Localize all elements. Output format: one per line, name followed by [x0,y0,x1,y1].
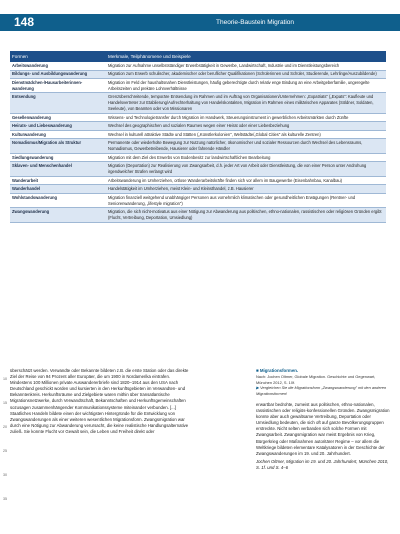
migration-form-description: Migration finanziell weitgehend unabhängiger Personen aus vornehmlich klimatischen oder gesundheitlichen Erwägungen (Rentner- und Seniorenwanderung, „lifestyle migration") [106,193,386,207]
migration-form-description: Handelstätigkeit im Umherziehen, meist Klein- und Kleinsthandel, z.B. Hausierer [106,185,386,194]
migration-form-term: Zwangswanderung [10,208,106,222]
sidebar-task [256,385,390,396]
arrow-right-icon: ▶ [256,385,259,391]
migration-form-description: Migration, die sich nicht-motivatus aus einer Nötigung zur Abwanderung aus politischen, ethno-nationalen, rassistischen oder religiösen Gründen ergibt (Flucht, Vertreibung, Deportation, Umsiedlung) [106,208,386,222]
table-row [10,130,386,139]
migration-form-description: Grenzüberschreitende, temporäre Entsendung im Rahmen und im Auftrag von Organisationen/Unternehmen: „Expatriats" („Expats": Kaufleute und Handelsvertreter zur Etablierung/Aufrechterhaltung von Handelskontakten, Migration im Rahmen eines militärischen Apparates (Söldner, Soldaten, Seeleute), von Beamten oder von Missionaren [106,93,386,113]
body-text-right [256,402,390,471]
sidebar-caption [256,368,390,396]
migration-form-term: Nomadismus/Migration als Struktur [10,139,106,153]
line-number: 10 [3,377,7,381]
migration-form-term: Sklaven- und Menschenhandel [10,162,106,176]
migration-form-description: Migration im Feld der haushaltsnahen Dienstleistungen, häufig geberechtigte durch relativ enge Bindung an eine Arbeitgeberfamilie, ungeregelte Arbeitszeiten und prekäre Lohnverhältnisse [106,79,386,93]
table-row [10,185,386,194]
table-row [10,176,386,185]
line-number: 20 [3,425,7,429]
migration-form-term: Bildungs- und Ausbildungswanderung [10,70,106,79]
migration-form-term: Gesellenwanderung [10,113,106,122]
table-header-row [10,51,386,62]
column-header-features: Merkmale, Teilphänomene und Beispiele [106,51,386,62]
table-row [10,122,386,131]
page-number: 148 [14,15,35,29]
square-bullet-icon: ■ [256,368,260,373]
migration-form-description: Migration zur Aufnahme unselbstständiger Erwerbstätigkeit in Gewerbe, Landwirtschaft, Industrie und im Dienstleistungsbereich [106,62,386,70]
line-number: 30 [3,473,7,477]
table-row [10,62,386,70]
page-header-bar [0,14,400,31]
table-row [10,208,386,222]
source-citation: Jochen Oltmer, Migration im 19. und 20. Jahrhundert, München 2010, S. 1f. und S. 4–6 [256,458,389,470]
line-number: 35 [3,497,7,501]
migration-form-term: Heirats- und Liebeswanderung [10,122,106,131]
table-row [10,193,386,207]
table-row [10,113,386,122]
migration-form-term: Entsendung [10,93,106,113]
sidebar-task-text: Vergleichen Sie die Migrationsform „Zwangswanderung" mit den anderen Migrationsformen! [256,385,387,396]
paragraph: erwartbar bedrohte, zumeist aus politischen, ethno-nationalen, rassistischen oder religiös-konfessionellen Gründen. Zwangsmigration konnte aber auch gewaltsame Vertreibung, Deportation oder Umsiedlung bedeuten, die sich oft auf ganze Bevölkerungsgruppen erstreckte. Nicht selten verbanden sich solche Formen mit Zwangsarbeit. Zwangsmigration war meist Ergebnis von Krieg, Bürgerkrieg oder Maßnahmen autoritärer Regime – vor allem die Weltkriege bildeten elementare Katalysatoren in der Geschichte der Zwangswanderungen im 19. und 20. Jahrhundert. [256,402,390,456]
migration-form-term: Arbeitswanderung [10,62,106,70]
migration-form-term: Siedlungswanderung [10,153,106,162]
migration-form-description: Arbeitswanderung im Umherziehen, ortlose Wanderarbeitskräfte finden sich vor allem im Baugewerbe (Eisenbahnbau, Kanalbau) [106,176,386,185]
sidebar-heading-text: Migrationsformen. [259,368,299,373]
body-text-left [10,368,192,435]
paragraph: Staatliches Handeln bildete einen der wichtigsten Hintergründe für die Entwicklung von Zwangswanderungen als einer weiteren wesentlichen Migrationsform. Zwangsmigration war durch eine Nötigung zur Abwanderung verursacht, die keine realistische Handlungsalternative zuließ. Sie konnte Flucht vor Gewalt sein, die Leben und Freiheit direkt oder [10,410,189,434]
table-row [10,139,386,153]
migration-form-description: Permanente oder wiederholte Bewegung zur Nutzung natürlicher, ökonomischer und sozialer Ressourcen durch Wechsel des Lebensraums, Nomadismus, Gewerbetreibende, Hausierer oder fahrende Händler [106,139,386,153]
migration-form-description: Wissens- und Technologietransfer durch Migration im Handwerk, Steuerungsinstrument in gewerblichen Arbeitsmärkten durch Zünfte [106,113,386,122]
line-number: 15 [3,401,7,405]
migration-form-term: Wanderarbeit [10,176,106,185]
migration-forms-table [10,51,386,223]
migration-form-description: Migration mit dem Ziel des Erwerbs von Bodenbesitz zur landwirtschaftlichen Bearbeitung [106,153,386,162]
running-head: Theorie-Baustein Migration [216,19,295,26]
sidebar-source: Nach: Jochen Oltmer, Globale Migration. Geschichte und Gegenwart, München 2012, S. 10f. [256,374,376,385]
migration-form-term: Wohlstandswanderung [10,193,106,207]
migration-form-term: Wanderhandel [10,185,106,194]
table-row [10,153,386,162]
migration-form-description: Migration zum Erwerb schulischer, akademischer oder beruflicher Qualifikationen (Schülerinnen und Schüler, Studierende, Lehrlinge/Auszubildende) [106,70,386,79]
migration-form-description: Wechsel in kulturell attraktive Städte und Stätten („Künstlerkolonien", Weltstädte/„Global Cities" als kulturelle Zentren) [106,130,386,139]
table-row [10,93,386,113]
migration-form-description: Migration (Deportation) zur Realisierung von Zwangsarbeit, d.h. jeder Art von Arbeit oder Dienstleistung, die von einer Person unter Androhung irgendwelcher Strafen verlangt wird [106,162,386,176]
table-row [10,70,386,79]
table-row [10,162,386,176]
migration-form-term: Kulturwanderung [10,130,106,139]
column-header-forms: Formen [10,51,106,62]
line-number: 25 [3,449,7,453]
paragraph: überschätzt werden. Verwandte oder Bekannte bildeten z.B. die erste Station oder das direkte Ziel der Reise von 94 Prozent aller Europäer, die um 1900 in Nordamerika eintrafen. Mindestens 100 Millionen private Auswandererbriefe sind 1820–1914 aus den USA nach Deutschland geschickt worden und kursierten in den Herkunftsgebieten im Verwandten- und Bekanntenkreis. Herkunftsräume und Zielgebiete waren mithin über transatlantische Migrationsnetzwerke, durch Verwandtschaft, Bekanntschaften und Herkunftsgemeinschaften sozusagen zusammenhängender Kommunikationssysteme miteinander verbunden. [...] [10,368,189,410]
migration-form-term: Dienstmädchen-/Hausarbeiterinnen-wanderung [10,79,106,93]
table-row [10,79,386,93]
migration-form-description: Wechsel des geographischen und sozialen Raumes wegen einer Heirat oder einer Liebesbeziehung [106,122,386,131]
